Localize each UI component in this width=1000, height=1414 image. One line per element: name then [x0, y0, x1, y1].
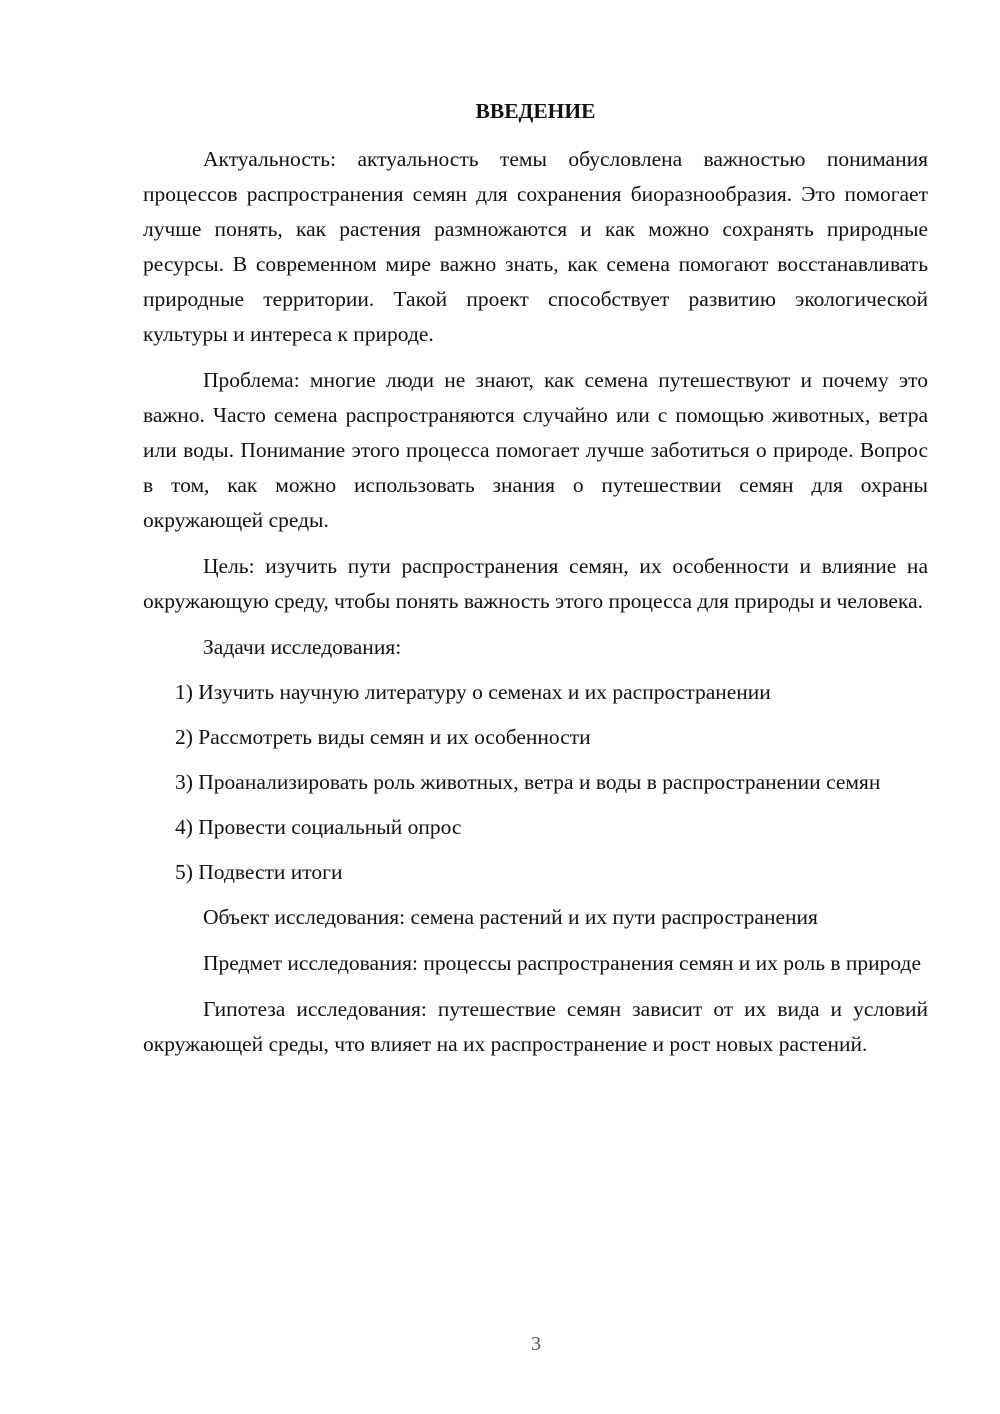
page-content — [143, 94, 928, 1073]
section-heading: ВВЕДЕНИЕ — [475, 99, 596, 123]
paragraph-object: Объект исследования: семена растений и их пути распространения — [203, 905, 818, 929]
task-item: 1) Изучить научную литературу о семенах и их распространении — [175, 680, 771, 704]
paragraph-subject: Предмет исследования: процессы распространения семян и их роль в природе — [203, 951, 922, 975]
page-number: 3 — [531, 1333, 541, 1355]
paragraph-goal: Цель: изучить пути распространения семян, их особенности и влияние на окружающую среду, чтобы понять важность этого процесса для природы и человека. — [143, 554, 928, 613]
task-item: 2) Рассмотреть виды семян и их особенности — [175, 725, 591, 749]
task-item: 4) Провести социальный опрос — [175, 815, 462, 839]
paragraph-relevance: Актуальность: актуальность темы обусловлена важностью понимания процессов распространения семян для сохранения биоразнообразия. Это помогает лучше понять, как растения размножаются и как можно сохранять природные ресурсы. В современном мире важно знать, как семена помогают восстанавливать природные территории. Такой проект способствует развитию экологической культуры и интереса к природе. — [143, 147, 928, 346]
task-item: 3) Проанализировать роль животных, ветра и воды в распространении семян — [175, 770, 881, 794]
tasks-list — [143, 675, 928, 890]
paragraph-problem: Проблема: многие люди не знают, как семена путешествуют и почему это важно. Часто семена распространяются случайно или с помощью животных, ветра или воды. Понимание этого процесса помогает лучше заботиться о природе. Вопрос в том, как можно использовать знания о путешествии семян для охраны окружающей среды. — [143, 368, 928, 532]
tasks-heading: Задачи исследования: — [203, 635, 402, 659]
task-item: 5) Подвести итоги — [175, 860, 343, 884]
paragraph-hypothesis: Гипотеза исследования: путешествие семян зависит от их вида и условий окружающей среды, что влияет на их распространение и рост новых растений. — [143, 997, 928, 1056]
